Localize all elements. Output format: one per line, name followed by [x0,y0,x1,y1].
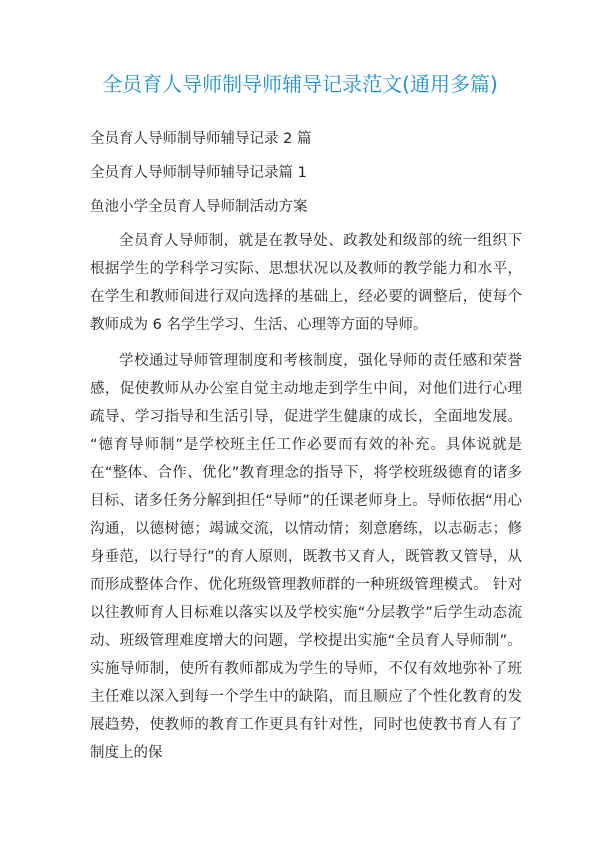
body-paragraph-2: 学校通过导师管理制度和考核制度，强化导师的责任感和荣誉感，促使教师从办公室自觉主动地走到学生中间，对他们进行心理疏导、学习指导和生活引导，促进学生健康的成长，全面地发展。 “德育导师制”是学校班主任工作必要而有效的补充。具体说就是在“整体、合作、优化”教育理念的指导下，将学校班级德育的诸多目标、诸多任务分解到担任“导师”的任课老师身上。导师依据“用心沟通，以德树德；竭诚交流，以情动情；刻意磨练，以志砺志；修身垂范，以行导行”的育人原则，既教书又育人，既管教又管导，从而形成整体合作、优化班级管理教师群的一种班级管理模式。 针对以往教师育人目标难以落实以及学校实施“分层教学”后学生动态流动、班级管理难度增大的问题，学校提出实施“全员育人导师制”。实施导师制，使所有教师都成为学生的导师，不仅有效地弥补了班主任难以深入到每一个学生中的缺陷，而且顺应了个性化教育的发展趋势，使教师的教育工作更具有针对性，同时也使教书育人有了制度上的保 [90,353,522,761]
subheading-line-1: 全员育人导师制导师辅导记录 2 篇 [90,131,312,147]
subheading-line-2: 全员育人导师制导师辅导记录篇 1 [90,165,307,181]
document-body [90,125,522,775]
subheading-line-3: 鱼池小学全员育人导师制活动方案 [90,199,308,215]
body-paragraph-1: 全员育人导师制，就是在教导处、政教处和级部的统一组织下根据学生的学科学习实际、思想状况以及教师的教学能力和水平，在学生和教师间进行双向选择的基础上，经必要的调整后，使每个教师成为 6 名学生学习、生活、心理等方面的导师。 [90,233,522,333]
document-title: 全员育人导师制导师辅导记录范文(通用多篇) [102,72,498,97]
